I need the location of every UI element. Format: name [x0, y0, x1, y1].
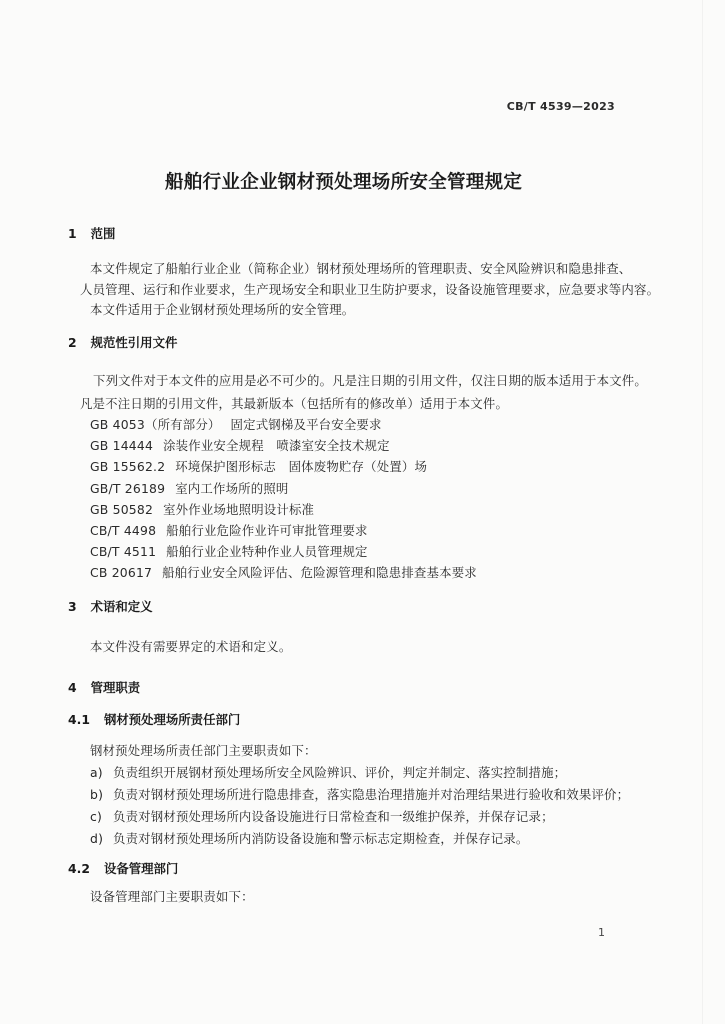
paragraph-line: 人员管理、运行和作业要求，生产现场安全和职业卫生防护要求，设备设施管理要求，应急要求等内容。	[80, 282, 660, 297]
list-item	[90, 765, 566, 781]
paragraph-line: 凡是不注日期的引用文件，其最新版本（包括所有的修改单）适用于本文件。	[80, 396, 509, 411]
section-title: 术语和定义	[90, 599, 153, 614]
list-item-text: 负责对钢材预处理场所内设备设施进行日常检查和一级维护保养，并保存记录；	[113, 809, 554, 824]
document-title: 船舶行业企业钢材预处理场所安全管理规定	[165, 172, 523, 193]
section-number: 1	[68, 226, 77, 241]
list-item-text: 负责组织开展钢材预处理场所安全风险辨识、评价，判定并制定、落实控制措施；	[113, 765, 567, 780]
list-item	[90, 831, 529, 847]
list-item-label: d)	[90, 831, 104, 846]
reference-code: GB 14444	[90, 438, 154, 453]
reference-title: 船舶行业企业特种作业人员管理规定	[166, 544, 368, 559]
reference-code: GB 4053（所有部分）	[90, 417, 221, 432]
reference-item	[90, 523, 368, 539]
subsection-title: 设备管理部门	[103, 861, 179, 876]
reference-title: 船舶行业危险作业许可审批管理要求	[166, 523, 368, 538]
reference-item	[90, 459, 427, 475]
subsection-title: 钢材预处理场所责任部门	[103, 712, 241, 727]
subsection-number: 4.2	[68, 861, 90, 876]
section-2-heading	[68, 335, 177, 351]
reference-title: 船舶行业安全风险评估、危险源管理和隐患排查基本要求	[162, 565, 477, 580]
section-number: 3	[68, 599, 77, 614]
subsection-4-2-intro: 设备管理部门主要职责如下：	[90, 889, 254, 904]
section-title: 管理职责	[90, 680, 141, 695]
list-item-label: b)	[90, 787, 104, 802]
reference-code: GB 15562.2	[90, 459, 166, 474]
paragraph-line: 本文件规定了船舶行业企业（简称企业）钢材预处理场所的管理职责、安全风险辨识和隐患排查、	[90, 261, 632, 276]
section-3-heading	[68, 599, 153, 615]
document-number: CB/T 4539—2023	[506, 100, 615, 113]
page-number: 1	[598, 926, 605, 939]
reference-title: 固定式钢梯及平台安全要求	[230, 417, 382, 432]
section-number: 4	[68, 680, 77, 695]
reference-title: 涂装作业安全规程 喷漆室安全技术规定	[163, 438, 390, 453]
paragraph-line: 下列文件对于本文件的应用是必不可少的。凡是注日期的引用文件，仅注日期的版本适用于本文件。	[93, 373, 647, 388]
reference-code: CB 20617	[90, 565, 153, 580]
paragraph-line: 本文件适用于企业钢材预处理场所的安全管理。	[90, 302, 355, 317]
reference-code: GB 50582	[90, 502, 154, 517]
list-item	[90, 809, 554, 825]
reference-item	[90, 502, 314, 518]
subsection-number: 4.1	[68, 712, 90, 727]
reference-item	[90, 438, 390, 454]
reference-item	[90, 544, 368, 560]
subsection-4-1-heading	[68, 712, 240, 728]
reference-code: GB/T 26189	[90, 481, 166, 496]
reference-code: CB/T 4498	[90, 523, 157, 538]
terms-paragraph: 本文件没有需要界定的术语和定义。	[90, 639, 292, 654]
list-item-label: a)	[90, 765, 103, 780]
list-item	[90, 787, 629, 803]
section-4-heading	[68, 680, 140, 696]
reference-title: 室内工作场所的照明	[175, 481, 289, 496]
section-1-heading	[68, 226, 115, 242]
reference-code: CB/T 4511	[90, 544, 157, 559]
reference-title: 室外作业场地照明设计标准	[163, 502, 315, 517]
reference-item	[90, 565, 477, 581]
scan-edge-artifact	[702, 0, 703, 1024]
section-number: 2	[68, 335, 77, 350]
subsection-4-2-heading	[68, 861, 178, 877]
reference-title: 环境保护图形标志 固体废物贮存（处置）场	[175, 459, 428, 474]
section-title: 范围	[90, 226, 116, 241]
section-title: 规范性引用文件	[90, 335, 178, 350]
subsection-4-1-intro: 钢材预处理场所责任部门主要职责如下：	[90, 743, 317, 758]
list-item-label: c)	[90, 809, 103, 824]
list-item-text: 负责对钢材预处理场所内消防设备设施和警示标志定期检查，并保存记录。	[113, 831, 529, 846]
reference-item	[90, 417, 382, 433]
list-item-text: 负责对钢材预处理场所进行隐患排查，落实隐患治理措施并对治理结果进行验收和效果评价；	[113, 787, 630, 802]
reference-item	[90, 481, 289, 497]
